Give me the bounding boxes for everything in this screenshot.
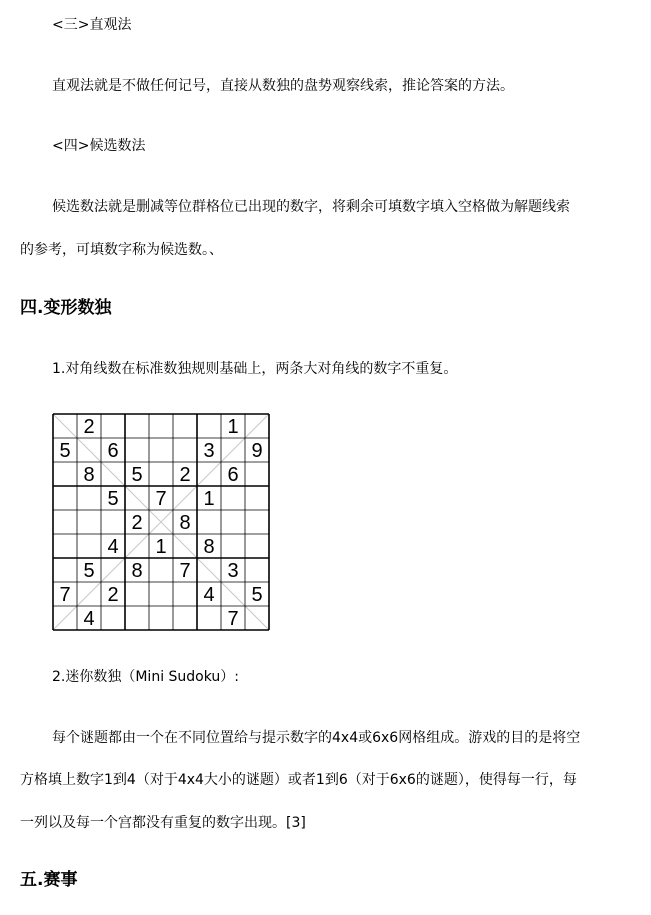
sudoku-cell-digit: 1 xyxy=(227,416,239,438)
sudoku-cell-digit: 6 xyxy=(107,440,119,462)
sudoku-cell-digit: 7 xyxy=(59,584,71,606)
paragraph-candidate-line-1: 候选数法就是删减等位群格位已出现的数字，将剩余可填数字填入空格做为解题线索 xyxy=(52,199,570,215)
sudoku-cell-digit: 5 xyxy=(107,488,119,510)
mini-sudoku-paragraph-line-1: 每个谜题都由一个在不同位置给与提示数字的4x4或6x6网格组成。游戏的目的是将空 xyxy=(52,730,581,746)
paragraph-candidate-line-2: 的参考，可填数字称为候选数。、 xyxy=(20,242,223,258)
sudoku-cell-digit: 8 xyxy=(203,536,215,558)
sudoku-cell-digit: 2 xyxy=(131,512,143,534)
sudoku-cell-digit: 5 xyxy=(131,464,143,486)
sudoku-cell-digit: 8 xyxy=(179,512,191,534)
sudoku-cell-digit: 6 xyxy=(227,464,239,486)
sudoku-cell-digit: 4 xyxy=(203,584,215,606)
sudoku-cell-digit: 4 xyxy=(107,536,119,558)
mini-sudoku-paragraph-line-3: 一列以及每一个宫都没有重复的数字出现。[3] xyxy=(20,815,306,831)
sudoku-cell-digit: 1 xyxy=(155,536,167,558)
sudoku-cell-digit: 7 xyxy=(227,608,239,630)
sudoku-cell-digit: 3 xyxy=(227,560,239,582)
paragraph-intuitive: 直观法就是不做任何记号，直接从数独的盘势观察线索，推论答案的方法。 xyxy=(52,78,514,94)
sudoku-cell-digit: 9 xyxy=(251,440,263,462)
sudoku-cell-digit: 3 xyxy=(203,440,215,462)
sudoku-cell-digit: 8 xyxy=(131,560,143,582)
sudoku-cell-digit: 4 xyxy=(83,608,95,630)
diagonal-sudoku-description: 1.对角线数在标准数独规则基础上，两条大对角线的数字不重复。 xyxy=(52,361,458,377)
sudoku-cell-digit: 5 xyxy=(251,584,263,606)
sudoku-cell-digit: 2 xyxy=(107,584,119,606)
mini-sudoku-paragraph-line-2: 方格填上数字1到4（对于4x4大小的谜题）或者1到6（对于6x6的谜题），使得每一行，每 xyxy=(20,772,577,788)
mini-sudoku-title: 2.迷你数独（Mini Sudoku）: xyxy=(52,669,240,685)
sudoku-cell-digit: 7 xyxy=(155,488,167,510)
section-title-intuitive: <三>直观法 xyxy=(52,17,132,33)
heading-contests: 五.赛事 xyxy=(20,870,78,890)
sudoku-cell-digit: 7 xyxy=(179,560,191,582)
sudoku-cell-digit: 1 xyxy=(203,488,215,510)
sudoku-cell-digit: 5 xyxy=(59,440,71,462)
sudoku-cell-digit: 2 xyxy=(83,416,95,438)
sudoku-cell-digit: 2 xyxy=(179,464,191,486)
diagonal-sudoku-grid xyxy=(52,413,270,631)
section-title-candidate: <四>候选数法 xyxy=(52,138,146,154)
sudoku-cell-digit: 5 xyxy=(83,560,95,582)
heading-variant-sudoku: 四.变形数独 xyxy=(20,298,112,318)
sudoku-cell-digit: 8 xyxy=(83,464,95,486)
